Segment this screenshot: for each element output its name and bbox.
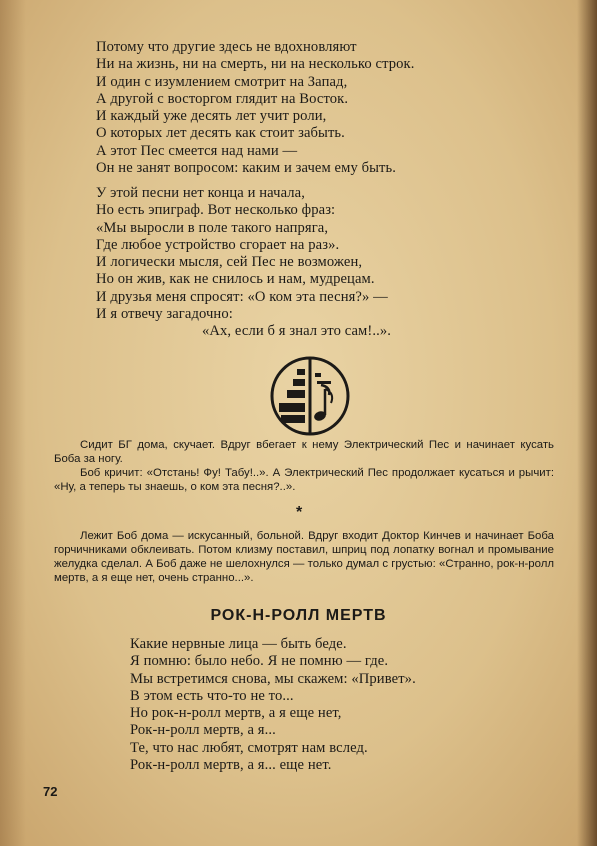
poem-line: Но он жив, как не снилось и нам, мудрецам. xyxy=(96,271,375,288)
poem-line: «Мы выросли в поле такого напряга, xyxy=(96,219,329,236)
poem-line: И друзья меня спросят: «О ком эта песня?» — xyxy=(96,288,388,305)
poem-line: Но есть эпиграф. Вот несколько фраз: xyxy=(96,202,336,219)
prose-line: Боб кричит: «Отстань! Фу! Табу!..». А Электрический Пес продолжает кусаться и рычит: «Ну, а теперь ты знаешь, о ком эта песня?..». xyxy=(54,467,554,493)
poem-line: В этом есть что-то не то... xyxy=(130,687,294,704)
page-number: 72 xyxy=(43,784,58,799)
poem-line: Мы встретимся снова, мы скажем: «Привет». xyxy=(130,670,416,687)
poem-line: Ни на жизнь, ни на смерть, ни на несколько строк. xyxy=(96,56,415,73)
poem-line: Он не занят вопросом: каким и зачем ему быть. xyxy=(96,160,397,177)
poem-final-line: «Ах, если б я знал это сам!..». xyxy=(202,323,391,340)
page-shadow-left xyxy=(0,0,26,846)
song-title: РОК-Н-РОЛЛ МЕРТВ xyxy=(210,607,387,624)
prose-line: Лежит Боб дома — искусанный, больной. Вдруг входит Доктор Кинчев и начинает Боба горчичниками обклеивать. Потом клизму поставил, шприц под лопатку вогнал и промывание желудка сделал. А Боб даже не шелохнулся — только думал с грустью: «Странно, рок-н-ролл мертв, а я еще нет, очень странно...». xyxy=(54,530,554,584)
music-note-emblem-icon xyxy=(269,355,351,437)
poem-stanza-2 xyxy=(96,185,391,341)
poem-line: Где любое устройство сгорает на раз». xyxy=(96,236,340,253)
poem-line: И каждый уже десять лет учит роли, xyxy=(96,108,327,125)
poem-line: И я отвечу загадочно: xyxy=(96,306,233,323)
poem-stanza-3 xyxy=(130,636,416,774)
poem-line: А другой с восторгом глядит на Восток. xyxy=(96,90,349,107)
poem-line: У этой песни нет конца и начала, xyxy=(96,185,306,201)
section-separator: * xyxy=(296,504,303,521)
poem-line: Я помню: было небо. Я не помню — где. xyxy=(130,653,389,670)
poem-line: Те, что нас любят, смотрят нам вслед. xyxy=(130,739,368,756)
poem-line: Потому что другие здесь не вдохновляют xyxy=(96,39,357,55)
page-edge-right xyxy=(577,0,597,846)
poem-line: Какие нервные лица — быть беде. xyxy=(130,636,347,652)
poem-line: О которых лет десять как стоит забыть. xyxy=(96,125,345,142)
poem-stanza-1 xyxy=(96,39,414,177)
poem-line: И логически мысля, сей Пес не возможен, xyxy=(96,254,363,271)
prose-line: Сидит БГ дома, скучает. Вдруг вбегает к нему Электрический Пес и начинает кусать Боба за ногу. xyxy=(54,439,554,465)
poem-line: Но рок-н-ролл мертв, а я еще нет, xyxy=(130,705,342,722)
poem-line: А этот Пес смеется над нами — xyxy=(96,142,298,159)
poem-line: Рок-н-ролл мертв, а я... еще нет. xyxy=(130,757,332,774)
prose-paragraph-2 xyxy=(54,529,554,585)
prose-paragraph-1 xyxy=(54,438,554,494)
poem-line: И один с изумлением смотрит на Запад, xyxy=(96,73,348,90)
poem-line: Рок-н-ролл мертв, а я... xyxy=(130,722,276,739)
